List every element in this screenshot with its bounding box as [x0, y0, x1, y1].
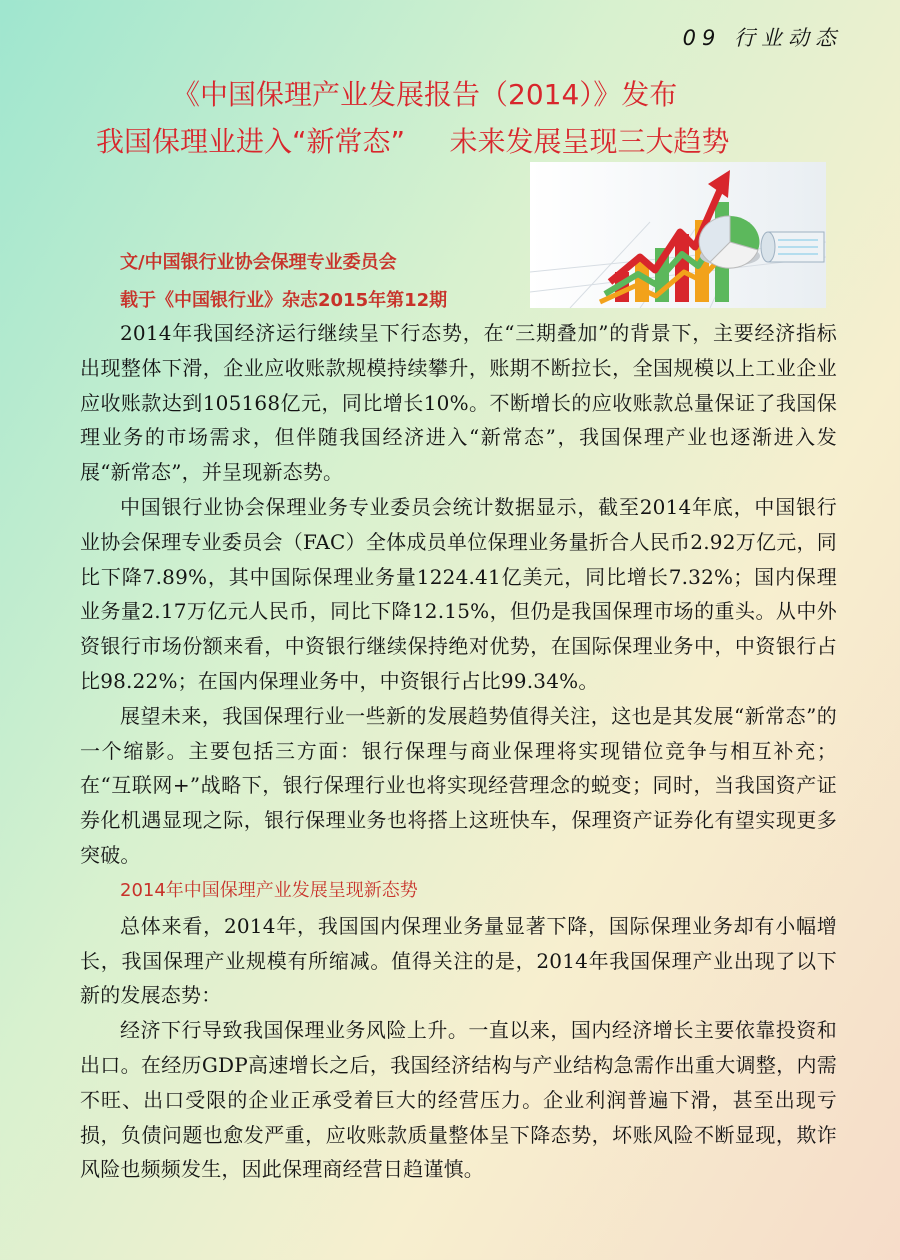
article-title-line-2: 我国保理业进入“新常态” 未来发展呈现三大趋势 — [96, 125, 730, 158]
paragraph-5: 经济下行导致我国保理业务风险上升。一直以来，国内经济增长主要依靠投资和出口。在经历GDP高速增长之后，我国经济结构与产业结构急需作出重大调整，内需不旺、出口受限的企业正承受着巨大的经营压力。企业利润普遍下滑，甚至出现亏损，负债问题也愈发严重，应收账款质量整体呈下降态势，坏账风险不断显现，欺诈风险也频频发生，因此保理商经营日趋谨慎。 — [80, 1018, 837, 1182]
article-body — [80, 316, 837, 1187]
byline-author: 文/中国银行业协会保理专业委员会 — [120, 252, 397, 273]
section-subheading: 2014年中国保理产业发展呈现新态势 — [120, 879, 418, 901]
paragraph-4: 总体来看，2014年，我国国内保理业务量显著下降，国际保理业务却有小幅增长，我国保理产业规模有所缩减。值得关注的是，2014年我国保理产业出现了以下新的发展态势： — [80, 913, 837, 1008]
rising-chart-illustration — [530, 162, 826, 308]
paragraph-3: 展望未来，我国保理行业一些新的发展趋势值得关注，这也是其发展“新常态”的一个缩影。主要包括三方面：银行保理与商业保理将实现错位竞争与相互补充；在“互联网+”战略下，银行保理行业也将实现经营理念的蜕变；同时，当我国资产证券化机遇显现之际，银行保理业务也将搭上这班快车，保理资产证券化有望实现更多突破。 — [80, 703, 837, 867]
paragraph-1: 2014年我国经济运行继续呈下行态势，在“三期叠加”的背景下，主要经济指标出现整体下滑，企业应收账款规模持续攀升，账期不断拉长，全国规模以上工业企业应收账款达到105168亿元，同比增长10%。不断增长的应收账款总量保证了我国保理业务的市场需求，但伴随我国经济进入“新常态”，我国保理产业也逐渐进入发展“新常态”，并呈现新态势。 — [80, 321, 837, 485]
paragraph-2: 中国银行业协会保理业务专业委员会统计数据显示，截至2014年底，中国银行业协会保理专业委员会（FAC）全体成员单位保理业务量折合人民币2.92万亿元，同比下降7.89%，其中国际保理业务量1224.41亿美元，同比增长7.32%；国内保理业务量2.17万亿元人民币，同比下降12.15%，但仍是我国保理市场的重头。从中外资银行市场份额来看，中资银行继续保持绝对优势，在国际保理业务中，中资银行占比98.22%；在国内保理业务中，中资银行占比99.34%。 — [80, 494, 837, 693]
article-title-line-1: 《中国保理产业发展报告（2014）》发布 — [172, 78, 678, 111]
byline-source: 载于《中国银行业》杂志2015年第12期 — [120, 290, 448, 311]
section-header-label: 09 行业动态 — [682, 26, 842, 50]
rising-chart-icon — [530, 162, 826, 308]
